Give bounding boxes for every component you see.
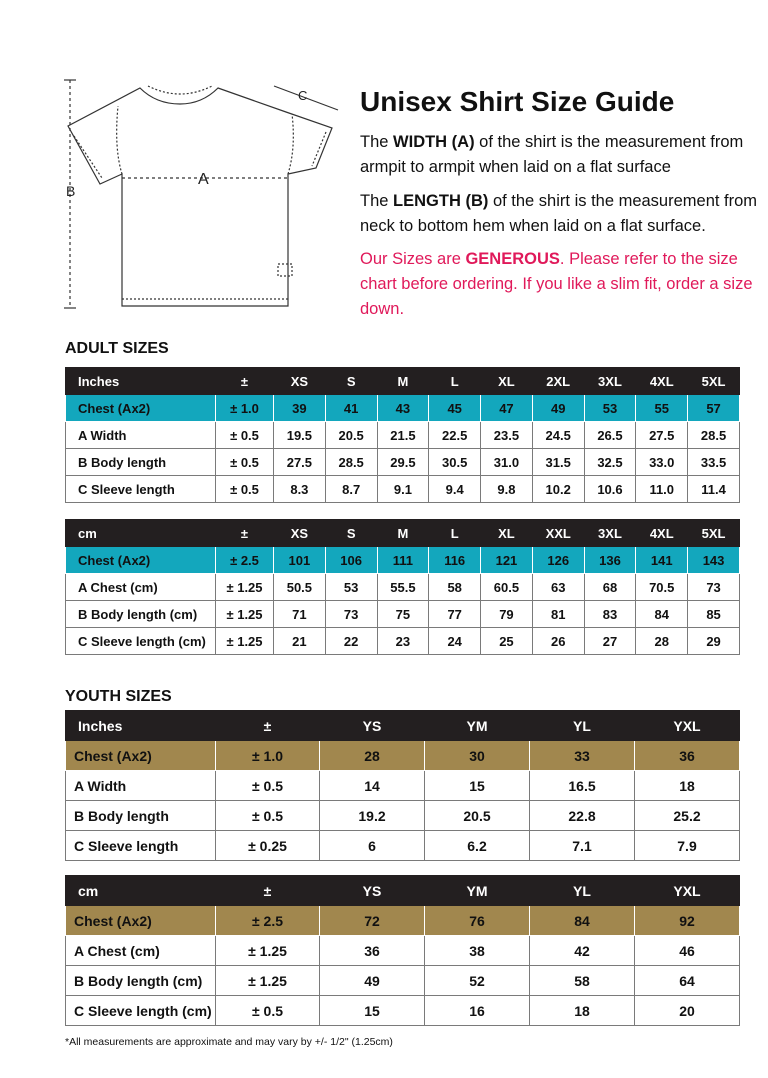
tolerance-cell: ± 1.25 (216, 601, 274, 628)
size-header: S (325, 368, 377, 395)
size-value-cell: 46 (635, 936, 740, 966)
table-row (66, 771, 740, 801)
size-value-cell: 111 (377, 547, 429, 574)
tolerance-cell: ± 0.5 (216, 449, 274, 476)
size-value-cell: 21 (274, 628, 326, 655)
page-title: Unisex Shirt Size Guide (360, 86, 675, 117)
size-header: 5XL (688, 520, 740, 547)
size-header: M (377, 368, 429, 395)
size-value-cell: 11.4 (688, 476, 740, 503)
chest-row (66, 906, 740, 936)
size-value-cell: 60.5 (481, 574, 533, 601)
size-value-cell: 38 (425, 936, 530, 966)
size-value-cell: 58 (429, 574, 481, 601)
size-value-cell: 15 (320, 996, 425, 1026)
length-description: The LENGTH (B) of the shirt is the measurement from neck to bottom hem when laid on a flat surface. (360, 192, 758, 235)
size-value-cell: 19.5 (274, 422, 326, 449)
table-row (66, 966, 740, 996)
size-value-cell: 14 (320, 771, 425, 801)
row-label: C Sleeve length (66, 476, 216, 503)
tolerance-cell: ± 0.25 (216, 831, 320, 861)
size-value-cell: 11.0 (636, 476, 688, 503)
size-value-cell: 101 (274, 547, 326, 574)
size-value-cell: 8.7 (325, 476, 377, 503)
measurement-footnote: *All measurements are approximate and may vary by +/- 1/2" (1.25cm) (65, 1036, 393, 1048)
size-value-cell: 22 (325, 628, 377, 655)
size-value-cell: 18 (635, 771, 740, 801)
size-header: YS (320, 876, 425, 906)
size-value-cell: 36 (635, 741, 740, 771)
size-value-cell: 75 (377, 601, 429, 628)
tolerance-cell: ± 1.25 (216, 574, 274, 601)
size-value-cell: 84 (636, 601, 688, 628)
table-row (66, 936, 740, 966)
left-armhole (117, 106, 122, 174)
size-value-cell: 53 (325, 574, 377, 601)
size-header: YS (320, 711, 425, 741)
size-value-cell: 10.6 (584, 476, 636, 503)
size-value-cell: 16 (425, 996, 530, 1026)
size-value-cell: 18 (530, 996, 635, 1026)
table-row (66, 996, 740, 1026)
size-value-cell: 39 (274, 395, 326, 422)
size-value-cell: 24.5 (532, 422, 584, 449)
size-value-cell: 26.5 (584, 422, 636, 449)
size-value-cell: 81 (532, 601, 584, 628)
table-header-row (66, 368, 740, 395)
row-label: B Body length (66, 801, 216, 831)
adult-inches-table (65, 367, 740, 503)
size-value-cell: 31.0 (481, 449, 533, 476)
size-value-cell: 6.2 (425, 831, 530, 861)
size-value-cell: 23 (377, 628, 429, 655)
tolerance-cell: ± 0.5 (216, 801, 320, 831)
size-value-cell: 52 (425, 966, 530, 996)
table-row (66, 476, 740, 503)
size-value-cell: 58 (530, 966, 635, 996)
size-header: 4XL (636, 368, 688, 395)
size-value-cell: 76 (425, 906, 530, 936)
size-value-cell: 28.5 (688, 422, 740, 449)
size-value-cell: 22.8 (530, 801, 635, 831)
shirt-collar (148, 86, 212, 94)
tolerance-cell: ± 1.25 (216, 966, 320, 996)
tolerance-header: ± (216, 711, 320, 741)
youth-sizes-heading: YOUTH SIZES (65, 688, 172, 705)
table-row (66, 449, 740, 476)
size-value-cell: 20 (635, 996, 740, 1026)
size-header: XS (274, 368, 326, 395)
adult-sizes-heading: ADULT SIZES (65, 340, 169, 357)
size-header: YXL (635, 711, 740, 741)
size-value-cell: 53 (584, 395, 636, 422)
tolerance-cell: ± 0.5 (216, 422, 274, 449)
unit-header: Inches (66, 711, 216, 741)
size-value-cell: 116 (429, 547, 481, 574)
size-value-cell: 28 (320, 741, 425, 771)
tolerance-cell: ± 0.5 (216, 771, 320, 801)
size-header: XS (274, 520, 326, 547)
unit-header: Inches (66, 368, 216, 395)
tolerance-cell: ± 1.0 (216, 741, 320, 771)
size-value-cell: 33.0 (636, 449, 688, 476)
size-value-cell: 27.5 (274, 449, 326, 476)
table-row (66, 601, 740, 628)
table-header-row (66, 520, 740, 547)
size-value-cell: 25 (481, 628, 533, 655)
size-value-cell: 73 (325, 601, 377, 628)
generous-sizing-note: Our Sizes are GENEROUS. Please refer to the size chart before ordering. If you like a slim fit, order a size down. (360, 250, 753, 318)
size-value-cell: 47 (481, 395, 533, 422)
row-label: A Chest (cm) (66, 574, 216, 601)
size-value-cell: 72 (320, 906, 425, 936)
size-value-cell: 15 (425, 771, 530, 801)
tolerance-header: ± (216, 876, 320, 906)
row-label: A Width (66, 422, 216, 449)
size-value-cell: 55.5 (377, 574, 429, 601)
size-header: 2XL (532, 368, 584, 395)
size-header: 3XL (584, 520, 636, 547)
size-value-cell: 33.5 (688, 449, 740, 476)
size-value-cell: 30 (425, 741, 530, 771)
size-value-cell: 20.5 (325, 422, 377, 449)
tolerance-cell: ± 0.5 (216, 476, 274, 503)
chest-row (66, 741, 740, 771)
row-label: Chest (Ax2) (66, 741, 216, 771)
size-header: XL (481, 368, 533, 395)
row-label: A Chest (cm) (66, 936, 216, 966)
size-value-cell: 8.3 (274, 476, 326, 503)
size-header: YM (425, 711, 530, 741)
width-term: WIDTH (A) (393, 133, 475, 151)
size-value-cell: 106 (325, 547, 377, 574)
tolerance-cell: ± 2.5 (216, 547, 274, 574)
size-value-cell: 9.8 (481, 476, 533, 503)
size-value-cell: 63 (532, 574, 584, 601)
size-value-cell: 42 (530, 936, 635, 966)
size-value-cell: 70.5 (636, 574, 688, 601)
row-label: Chest (Ax2) (66, 395, 216, 422)
shirt-diagram (52, 66, 352, 336)
size-value-cell: 84 (530, 906, 635, 936)
chest-row (66, 547, 740, 574)
size-header: YXL (635, 876, 740, 906)
size-value-cell: 77 (429, 601, 481, 628)
label-a: A (198, 171, 209, 188)
row-label: C Sleeve length (cm) (66, 996, 216, 1026)
row-label: C Sleeve length (66, 831, 216, 861)
size-value-cell: 49 (320, 966, 425, 996)
tolerance-cell: ± 0.5 (216, 996, 320, 1026)
size-value-cell: 49 (532, 395, 584, 422)
size-value-cell: 20.5 (425, 801, 530, 831)
size-value-cell: 126 (532, 547, 584, 574)
size-value-cell: 43 (377, 395, 429, 422)
row-label: Chest (Ax2) (66, 906, 216, 936)
size-value-cell: 50.5 (274, 574, 326, 601)
size-header: YL (530, 711, 635, 741)
tolerance-cell: ± 1.25 (216, 628, 274, 655)
size-header: YM (425, 876, 530, 906)
row-label: B Body length (66, 449, 216, 476)
size-value-cell: 19.2 (320, 801, 425, 831)
size-header: 4XL (636, 520, 688, 547)
size-value-cell: 9.1 (377, 476, 429, 503)
size-value-cell: 143 (688, 547, 740, 574)
table-row (66, 422, 740, 449)
size-header: L (429, 368, 481, 395)
size-value-cell: 7.9 (635, 831, 740, 861)
size-value-cell: 7.1 (530, 831, 635, 861)
size-value-cell: 55 (636, 395, 688, 422)
size-value-cell: 85 (688, 601, 740, 628)
row-label: Chest (Ax2) (66, 547, 216, 574)
generous-term: GENEROUS (465, 250, 560, 268)
size-header: M (377, 520, 429, 547)
size-header: 5XL (688, 368, 740, 395)
tolerance-cell: ± 2.5 (216, 906, 320, 936)
label-c: C (298, 88, 308, 103)
right-armhole (288, 114, 293, 174)
size-value-cell: 6 (320, 831, 425, 861)
size-value-cell: 141 (636, 547, 688, 574)
chest-row (66, 395, 740, 422)
size-value-cell: 27 (584, 628, 636, 655)
size-value-cell: 28.5 (325, 449, 377, 476)
size-header: YL (530, 876, 635, 906)
size-value-cell: 71 (274, 601, 326, 628)
size-value-cell: 21.5 (377, 422, 429, 449)
size-value-cell: 27.5 (636, 422, 688, 449)
size-value-cell: 45 (429, 395, 481, 422)
unit-header: cm (66, 876, 216, 906)
size-value-cell: 36 (320, 936, 425, 966)
size-value-cell: 83 (584, 601, 636, 628)
size-value-cell: 31.5 (532, 449, 584, 476)
tolerance-header: ± (216, 520, 274, 547)
table-row (66, 628, 740, 655)
table-row (66, 801, 740, 831)
size-header: XL (481, 520, 533, 547)
size-value-cell: 79 (481, 601, 533, 628)
size-value-cell: 22.5 (429, 422, 481, 449)
row-label: B Body length (cm) (66, 966, 216, 996)
row-label: A Width (66, 771, 216, 801)
tolerance-header: ± (216, 368, 274, 395)
youth-cm-table (65, 875, 740, 1026)
unit-header: cm (66, 520, 216, 547)
width-description: The WIDTH (A) of the shirt is the measurement from armpit to armpit when laid on a flat surface (360, 133, 744, 176)
size-value-cell: 92 (635, 906, 740, 936)
size-value-cell: 9.4 (429, 476, 481, 503)
tag-box (278, 264, 292, 276)
size-value-cell: 57 (688, 395, 740, 422)
size-value-cell: 32.5 (584, 449, 636, 476)
tolerance-cell: ± 1.0 (216, 395, 274, 422)
size-value-cell: 25.2 (635, 801, 740, 831)
size-header: XXL (532, 520, 584, 547)
size-value-cell: 30.5 (429, 449, 481, 476)
size-value-cell: 28 (636, 628, 688, 655)
row-label: B Body length (cm) (66, 601, 216, 628)
table-header-row (66, 711, 740, 741)
size-value-cell: 136 (584, 547, 636, 574)
size-value-cell: 33 (530, 741, 635, 771)
size-value-cell: 23.5 (481, 422, 533, 449)
size-value-cell: 64 (635, 966, 740, 996)
size-value-cell: 68 (584, 574, 636, 601)
size-value-cell: 29 (688, 628, 740, 655)
size-value-cell: 26 (532, 628, 584, 655)
size-header: 3XL (584, 368, 636, 395)
youth-inches-table (65, 710, 740, 861)
table-row (66, 574, 740, 601)
size-value-cell: 73 (688, 574, 740, 601)
size-header: L (429, 520, 481, 547)
size-header: S (325, 520, 377, 547)
length-term: LENGTH (B) (393, 192, 489, 210)
label-b: B (66, 183, 76, 199)
row-label: C Sleeve length (cm) (66, 628, 216, 655)
size-value-cell: 24 (429, 628, 481, 655)
size-value-cell: 16.5 (530, 771, 635, 801)
size-value-cell: 29.5 (377, 449, 429, 476)
size-value-cell: 10.2 (532, 476, 584, 503)
adult-cm-table (65, 519, 740, 655)
table-header-row (66, 876, 740, 906)
table-row (66, 831, 740, 861)
size-value-cell: 121 (481, 547, 533, 574)
tolerance-cell: ± 1.25 (216, 936, 320, 966)
size-value-cell: 41 (325, 395, 377, 422)
